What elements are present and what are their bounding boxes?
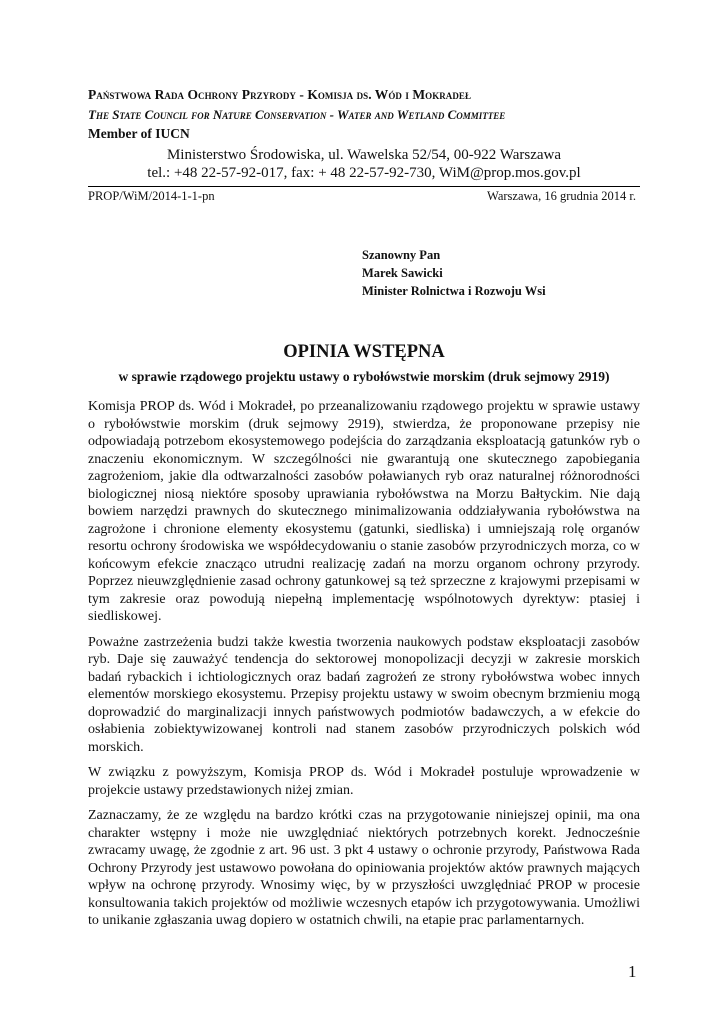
document-subtitle: w sprawie rządowego projektu ustawy o rybołówstwie morskim (druk sejmowy 2919) [118,369,610,384]
body-paragraph: Zaznaczamy, że ze względu na bardzo krótki czas na przygotowanie niniejszej opinii, ma ona charakter wstępny i może nie uwzględniać niektórych potrzebnych korekt. Jednocześnie zwracamy uwagę, że zgodnie z art. 96 ust. 3 pkt 4 ustawy o ochronie przyrody, Państwowa Rada Ochrony Przyrody jest ustawowo powołana do opiniowania projektów aktów prawnych mających wpływ na ochronę przyrody. Wnosimy więc, by w przyszłości uwzględniać PROP w procesie konsultowania takich projektów od możliwie wczesnych etapów ich przygotowywania. Umożliwi to unikanie zgłaszania uwag dopiero w ostatnich chwili, na etapie prac parlamentarnych. [88,808,640,928]
document-date: Warszawa, 16 grudnia 2014 r. [487,189,636,203]
body-paragraph: Poważne zastrzeżenia budzi także kwestia tworzenia naukowych podstaw eksploatacji zasobów ryb. Daje się zauważyć tendencja do sektorowej monopolizacji decyzji w zakresie morskich badań rybackich i ichtiologicznych oraz badań zagrożeń ze strony rybołówstwa wobec innych elementów morskiego ekosystemu. Przepisy projektu ustawy w swoim obecnym brzmieniu mogą doprowadzić do marginalizacji innych państwowych podmiotów badawczych, a w efekcie do osłabienia zobiektywizowanej kontroli nad stanem zasobów przyrodniczych polskich wód morskich. [88,634,640,755]
letterhead-membership: Member of IUCN [88,126,190,141]
recipient-position: Minister Rolnictwa i Rozwoju Wsi [362,284,546,298]
body-paragraph: W związku z powyższym, Komisja PROP ds. Wód i Mokradeł postuluje wprowadzenie w projekcie ustawy przedstawionych niżej zmian. [88,765,640,798]
recipient-salutation: Szanowny Pan [362,248,441,262]
letterhead-contact: tel.: +48 22-57-92-017, fax: + 48 22-57-92-730, WiM@prop.mos.gov.pl [147,165,581,181]
letterhead-org-english: The State Council for Nature Conservation - Water and Wetland Committee [88,107,506,122]
letterhead-contact-block [88,146,640,182]
body-paragraph: Komisja PROP ds. Wód i Mokradeł, po przeanalizowaniu rządowego projektu w sprawie ustawy o rybołówstwie morskim (druk sejmowy 2919), stwierdza, że proponowane przepisy nie odpowiadają potrzebom ekosystemowego podejścia do zarządzania eksploatacją gatunków ryb o znaczeniu ekonomicznym. W szczególności nie gwarantują one skutecznego zapobiegania zagrożeniom, jakie dla odtwarzalności zasobów poławianych ryb oraz naturalnej różnorodności biologicznej niosą niektóre sposoby uprawiania rybołówstwa na Morzu Bałtyckim. Nie dają bowiem narzędzi prawnych do skutecznego minimalizowania oddziaływania rybołówstwa na zagrożone i chronione elementy ekosystemu (gatunki, siedliska) i umniejszają rolę organów resortu ochrony środowiska we współdecydowaniu o stanie zasobów przyrodniczych morza, co w końcowym efekcie znacząco utrudni realizację zadań na morzu organom ochrony przyrody. Poprzez nieuwzględnienie zasad ochrony gatunkowej są też sprzeczne z krajowymi przepisami w tym zakresie oraz powodują niepełną implementację wspólnotowych dyrektyw: ptasiej i siedliskowej. [88,399,640,624]
document-title: OPINIA WSTĘPNA [283,342,445,362]
document-body [88,398,640,938]
recipient-name: Marek Sawicki [362,266,443,280]
letterhead-org-polish: Państwowa Rada Ochrony Przyrody - Komisja ds. Wód i Mokradeł [88,87,472,102]
header-divider [88,186,640,187]
reference-number: PROP/WiM/2014-1-1-pn [88,189,215,203]
page-number: 1 [628,962,637,981]
recipient-block [362,246,546,300]
letterhead-address: Ministerstwo Środowiska, ul. Wawelska 52/54, 00-922 Warszawa [166,147,562,163]
